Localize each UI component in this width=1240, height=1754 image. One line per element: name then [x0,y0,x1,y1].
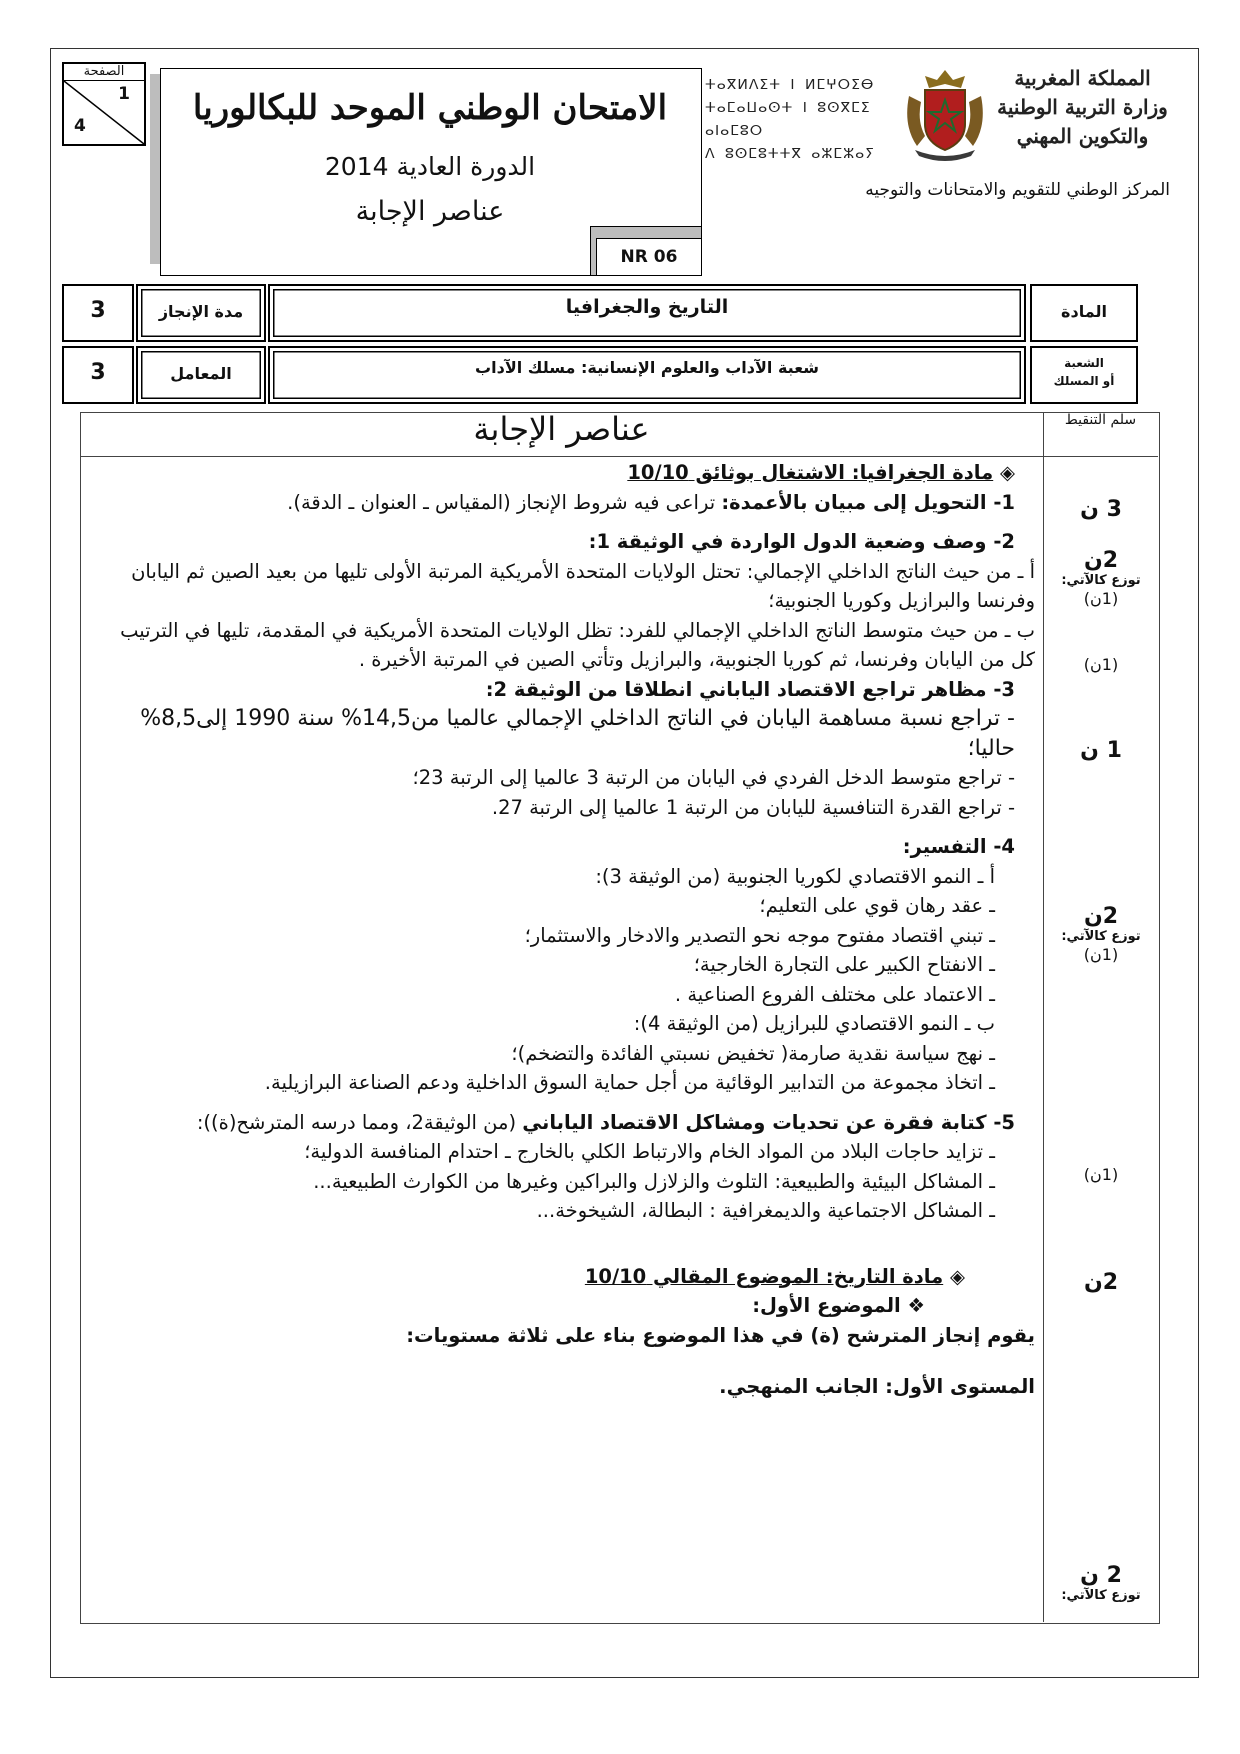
kingdom-line: المملكة المغربية [1014,66,1151,90]
q4-b-item: ـ نهج سياسة نقدية صارمة( تخفيض نسبتي الفائدة والتضخم)؛ [511,1041,995,1065]
grade-part: (1ن) [1083,655,1119,674]
q2-a: أ ـ من حيث الناتج الداخلي الإجمالي: تحتل الولايات المتحدة الأمريكية المرتبة الأولى تليها من بعيد الصين ثم اليابان وفرنسا والبرازيل وكوريا الجنوبية؛ [131,559,1035,612]
hist-heading: ◈ مادة التاريخ: الموضوع المقالي 10/10 [584,1264,965,1288]
q5-item: ـ المشاكل البيئية والطبيعية: التلوث والزلازل والبراكين وغيرها من الكوارث الطبيعية... [313,1169,995,1193]
topic1-line: ❖ الموضوع الأول: [752,1294,925,1317]
q1-label: 1- التحويل إلى مبيان بالأعمدة: [721,490,1015,514]
duration-label: مدة الإنجاز [158,302,244,321]
q3-item: - تراجع القدرة التنافسية لليابان من الرتبة 1 عالميا إلى الرتبة 27. [491,795,1015,819]
q4-a-item: ـ تبني اقتصاد مفتوح موجه نحو التصدير والادخار والاستثمار؛ [524,923,995,947]
q4-b-item: ـ اتخاذ مجموعة من التدابير الوقائية من أجل حماية السوق الداخلية ودعم الصناعة البرازيلية. [264,1071,995,1094]
tifinagh-line: ⵜⴰⵎⴰⵡⴰⵙⵜ ⵏ ⵓⵙⴳⵎⵉ ⴰⵏⴰⵎⵓⵔ [705,100,871,139]
grade-value: 3 ن [1080,497,1122,522]
hist-heading-text: مادة التاريخ: الموضوع المقالي 10/10 [584,1264,944,1288]
grade-value: 2ن [1083,1270,1119,1295]
geo-heading-text: مادة الجغرافيا: الاشتغال بوثائق 10/10 [627,461,994,484]
q4-a-item: ـ الاعتماد على مختلف الفروع الصناعية . [674,982,995,1006]
q1-line [90,488,1035,518]
duration-label-cell [136,284,266,342]
grade-q4 [1045,904,1157,964]
kingdom-name [995,64,1170,151]
q5-item: ـ المشاكل الاجتماعية والديمغرافية : البطالة، الشيخوخة... [536,1199,995,1222]
grade-note: توزع كالآتي: [1061,1588,1141,1603]
grade-value: 2ن [1083,904,1119,929]
grade-value: 1 ن [1080,738,1122,763]
q2-b: ب ـ من حيث متوسط الناتج الداخلي الإجمالي للفرد: تظل الولايات المتحدة الأمريكية في المقدمة، تليها في الترتيب كل من اليابان وفرنسا، ثم كوريا الجنوبية، والبرازيل وتأتي الصين في المرتبة الأخيرة . [120,618,1035,671]
answer-body [90,458,1035,1402]
q4-a: أ ـ النمو الاقتصادي لكوريا الجنوبية (من الوثيقة 3): [595,864,995,888]
coef-label: المعامل [170,364,232,383]
ministry-line: وزارة التربية الوطنية [997,95,1168,119]
q4-a-item: ـ الانفتاح الكبير على التجارة الخارجية؛ [693,953,995,976]
exam-code: NR 06 [596,238,701,275]
table-header-divider [80,456,1158,457]
tifinagh-line: ⴷ ⵓⵙⵎⵓⵜⵜⴳ ⴰⵣⵎⵣⴰⵢ [705,146,876,162]
subject-label-cell [1030,284,1138,342]
grade-note: توزع كالآتي: [1061,929,1141,944]
topic1-text: يقوم إنجاز المترشح (ة) في هذا الموضوع بناء على ثلاثة مستويات: [406,1323,1035,1347]
exam-center-name: المركز الوطني للتقويم والامتحانات والتوجيه [865,180,1170,200]
grade-level1 [1045,1563,1157,1604]
q4-a-item: ـ عقد رهان قوي على التعليم؛ [759,894,995,917]
grade-q5 [1045,1270,1157,1295]
page-total: 4 [74,116,86,136]
grade-q1 [1045,497,1157,522]
branch-label: الشعبة [1064,356,1104,370]
grade-column-header: سلم التنقيط [1064,412,1137,428]
branch-label: أو المسلك [1053,374,1115,388]
page-number-box [62,62,146,146]
level1-text: المستوى الأول: الجانب المنهجي. [719,1375,1035,1398]
duration-value: 3 [90,298,106,323]
branch-name: شعبة الآداب والعلوم الإنسانية: مسلك الآداب [475,358,819,377]
q4-label: 4- التفسير: [902,835,1015,858]
grade-q2-b [1045,655,1157,674]
q3-item: - تراجع نسبة مساهمة اليابان في الناتج الداخلي الإجمالي عالميا من14,5% سنة 1990 إلى8,5% حاليا؛ [140,706,1015,761]
coef-label-cell [136,346,266,404]
ministry-line: والتكوين المهني [1016,124,1149,148]
grade-part: (1ن) [1083,1165,1119,1184]
q5-line [90,1108,1035,1138]
grade-part: (1ن) [1083,589,1119,608]
q5-text: (من الوثيقة2، ومما درسه المترشح(ة)): [196,1110,517,1134]
grade-value: 2 ن [1080,1563,1122,1588]
answers-table-title: عناصر الإجابة [473,410,650,448]
subject-name: التاريخ والجغرافيا [565,296,729,318]
grade-q3 [1045,738,1157,763]
grade-q2 [1045,548,1157,608]
q1-text: تراعى فيه شروط الإنجاز (المقياس ـ العنوان ـ الدقة). [287,490,716,514]
branch-cell [268,346,1026,404]
grade-column-divider [1043,412,1044,1622]
grade-value: 2ن [1083,548,1119,573]
exam-session: الدورة العادية 2014 [324,152,536,181]
q3-label: 3- مظاهر تراجع الاقتصاد الياباني انطلاقا من الوثيقة 2: [485,677,1015,701]
topic1-label: الموضوع الأول: [752,1294,901,1317]
coef-value-cell [62,346,134,404]
subject-cell [268,284,1026,342]
exam-title: الامتحان الوطني الموحد للبكالوريا [192,88,668,128]
q2-label: 2- وصف وضعية الدول الواردة في الوثيقة 1: [588,530,1015,553]
branch-label-cell [1030,346,1138,404]
grade-part: (1ن) [1083,945,1119,964]
coef-value: 3 [90,360,106,385]
q5-item: ـ تزايد حاجات البلاد من المواد الخام والارتباط الكلي بالخارج ـ احتدام المنافسة الدولية؛ [304,1140,995,1163]
tifinagh-text [705,74,895,166]
q3-item: - تراجع متوسط الدخل الفردي في اليابان من الرتبة 3 عالميا إلى الرتبة 23؛ [412,766,1015,789]
q5-label: 5- كتابة فقرة عن تحديات ومشاكل الاقتصاد الياباني [522,1110,1015,1134]
page-label: الصفحة [64,64,144,81]
grade-note: توزع كالآتي: [1061,573,1141,588]
grade-q4-b [1045,1165,1157,1184]
subject-label: المادة [1061,302,1107,321]
geo-heading: ◈ مادة الجغرافيا: الاشتغال بوثائق 10/10 [627,461,1015,484]
tifinagh-line: ⵜⴰⴳⵍⴷⵉⵜ ⵏ ⵍⵎⵖⵔⵉⴱ [705,77,875,93]
q4-b: ب ـ النمو الاقتصادي للبرازيل (من الوثيقة 4): [633,1012,995,1035]
exam-subtitle: عناصر الإجابة [355,196,505,227]
duration-value-cell [62,284,134,342]
coat-of-arms-icon [895,66,995,162]
page-current: 1 [118,84,130,104]
